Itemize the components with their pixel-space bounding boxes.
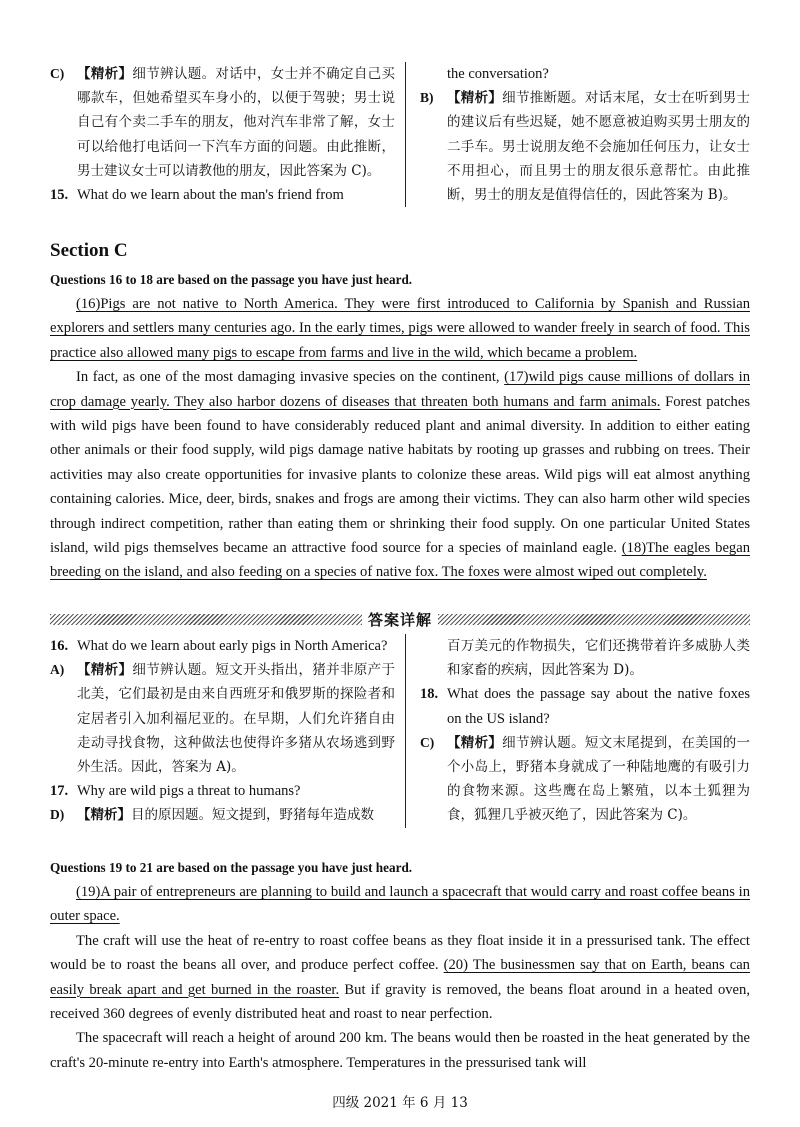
questions-16-18-heading: Questions 16 to 18 are based on the passage you have just heard. (50, 272, 413, 287)
analysis-text: 细节辨认题。短文末尾提到，在美国的一个小岛上，野猪本身就成了一种陆地鹰的有吸引力的食物来源。这些鹰在岛上繁殖，以本土狐狸为食，狐狸几乎被灭绝了，因此答案为 C)。 (447, 734, 751, 824)
analysis-tag: 【精析】 (447, 90, 503, 107)
questions-19-21-heading: Questions 19 to 21 are based on the passage you have just heard. (50, 860, 413, 875)
question-15-continued: the conversation? (447, 66, 549, 82)
divider-title: 答案详解 (362, 610, 438, 630)
text-span: But if gravity is removed, the beans float around in a heated oven, received 360 degrees of evenly distributed heat and roast to near perfection. (50, 981, 750, 1023)
analysis-tag: 【精析】 (77, 662, 133, 679)
analysis-text: 目的原因题。短文提到，野猪每年造成数 (131, 807, 374, 824)
question-text: What does the passage say about the native foxes on the US island? (447, 686, 750, 727)
paragraph (50, 1026, 750, 1075)
underlined-answer-16: (16)Pigs are not native to North America. They were first introduced to California by Spanish and Russian explorers and settlers many centuries ago. In the early times, pigs were allowed to wander freely in search of food. This practice also allowed many pigs to escape from farms and live in the wild, which became a problem. (50, 296, 750, 361)
answer-label: A) (50, 662, 65, 678)
page-footer: 四级 2021 年 6 月 13 (332, 1095, 468, 1111)
text-span: In fact, as one of the most damaging invasive species on the continent, (76, 369, 505, 386)
hatch-left (50, 614, 362, 625)
analysis-tag: 【精析】 (77, 807, 131, 824)
answer-label: C) (50, 66, 65, 81)
question-number: 18. (420, 686, 439, 703)
question-17 (50, 779, 395, 803)
section-title: Section C (50, 240, 128, 261)
underlined-answer-19: (19)A pair of entrepreneurs are planning to build and launch a spacecraft that would carry and roast coffee beans in outer space. (50, 884, 750, 925)
text-span: Forest patches with wild pigs have been found to have considerably reduced plant and animal diversity. In addition to either eating other animals or their food supply, wild pigs damage native habitats by rooting up grasses and rubbing on trees. Their activities may also create opportunities for invasive plants to colonize these areas. Wild pigs will eat almost anything containing calories. Mice, deer, birds, snakes and frogs are among their victims. They can also harm other wild species through indirect competition, rather than eating them or shrinking their food supply. On one particular United States island, wild pigs themselves became an attractive food source for a species of mainland eagle. (50, 393, 750, 557)
top-left-column (50, 62, 406, 207)
answer-label: D) (50, 807, 65, 823)
passage-space-coffee (50, 880, 750, 1075)
answer-explanation-divider (50, 610, 750, 630)
answer-b-explanation (420, 86, 750, 207)
text-span: The craft will use the heat of re-entry to roast coffee beans as they float inside it in a pressurised tank. The effect would be to roast the beans all over, and produce perfect coffee. (50, 932, 750, 974)
hatch-right (438, 614, 750, 625)
analysis-tag: 【精析】 (447, 734, 503, 751)
underlined-answer-18: (18)The eagles began breeding on the island, and also feeding on a species of native fox. The foxes were almost wiped out completely. (50, 540, 750, 581)
question-text: Why are wild pigs a threat to humans? (77, 783, 301, 800)
answer-c-explanation (50, 62, 395, 183)
passage-pigs (50, 292, 750, 585)
paragraph (50, 292, 750, 365)
top-columns (50, 62, 750, 207)
question-18 (420, 682, 750, 730)
answer-label: B) (420, 90, 434, 106)
analysis-text: 细节推断题。对话末尾，女士在听到男士的建议后有些迟疑，她不愿意被迫购买男士朋友的二手车。男士说朋友绝不会施加任何压力，让女士不用担心，而且男士的朋友很乐意帮忙。由此推断，男士的朋友是值得信任的，因此答案为 B)。 (447, 90, 751, 204)
underlined-answer-17: (17)wild pigs cause millions of dollars in crop damage yearly. They also harbor dozens of diseases that threaten both humans and farm animals. (50, 369, 750, 410)
question-number: 17. (50, 783, 69, 800)
answer-17-continued: 百万美元的作物损失，它们还携带着许多威胁人类和家畜的疾病，因此答案为 D)。 (447, 638, 750, 679)
question-16 (50, 634, 395, 658)
top-right-column (406, 62, 750, 207)
answer-columns (50, 634, 750, 828)
answer-18-explanation (420, 731, 750, 828)
underlined-answer-20: (20) The businessmen say that on Earth, beans can easily break apart and get burned in the roaster. (50, 957, 750, 998)
answer-label: C) (420, 734, 435, 750)
question-number: 16. (50, 638, 69, 654)
answer-16-explanation (50, 658, 395, 779)
question-15 (50, 183, 395, 207)
paragraph (50, 880, 750, 929)
answers-right-column (406, 634, 750, 828)
answers-left-column (50, 634, 406, 828)
analysis-tag: 【精析】 (77, 66, 133, 82)
text-span: The spacecraft will reach a height of around 200 km. The beans would then be roasted in the heat generated by the craft's 20-minute re-entry into Earth's atmosphere. Temperatures in the pressurised tank will (50, 1030, 750, 1071)
analysis-text: 细节辨认题。短文开头指出，猪并非原产于北美，它们最初是由来自西班牙和俄罗斯的探险者和定居者引入加利福尼亚的。在早期，人们允许猪自由走动寻找食物，这种做法也使得许多猪从农场逃到野外生活。因此，答案为 A)。 (77, 662, 396, 776)
answer-17-explanation (50, 803, 395, 827)
question-text: What do we learn about early pigs in North America? (77, 638, 388, 654)
paragraph (50, 929, 750, 1027)
paragraph (50, 365, 750, 585)
analysis-text: 细节辨认题。对话中，女士并不确定自己买哪款车，但她希望买车身小的，以便于驾驶；男士说自己有个卖二手车的朋友，他对汽车非常了解，女士可以给他打电话问一下汽车方面的问题。由此推断，男士建议女士可以请教他的朋友，因此答案为 C)。 (77, 66, 396, 179)
question-number: 15. (50, 187, 69, 204)
question-text: What do we learn about the man's friend from (77, 187, 344, 204)
